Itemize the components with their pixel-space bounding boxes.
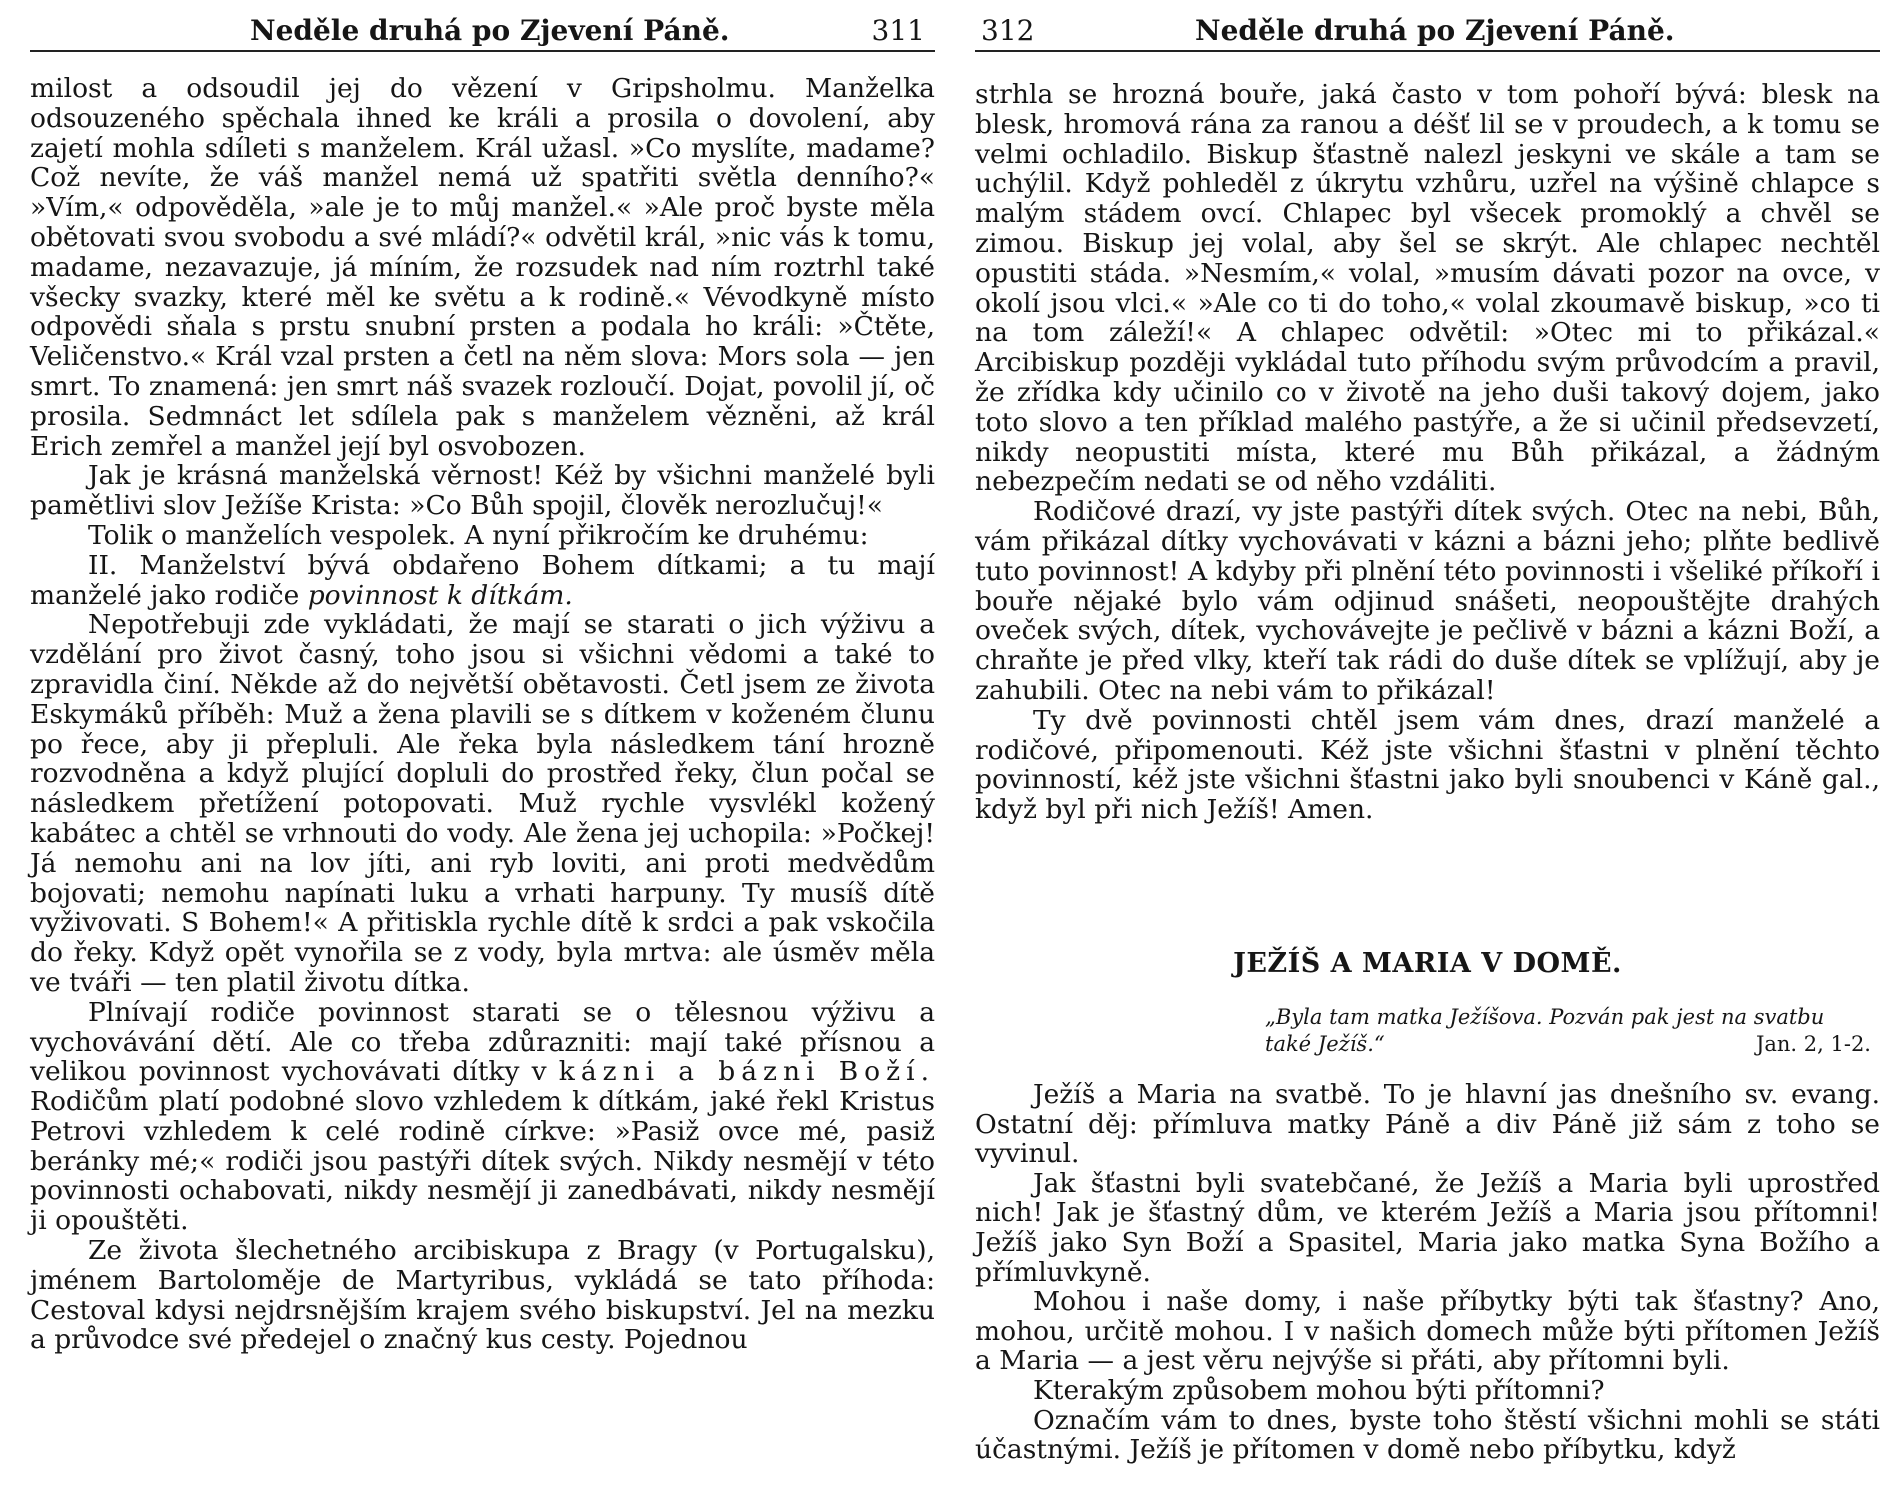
paragraph: milost a odsoudil jej do vězení v Gripsholmu. Manželka odsouzeného spěchala ihned ke králi a prosila o dovolení, aby zajetí mohla sdíleti s manželem. Král užasl. »Co myslíte, madame? Což nevíte, že váš manžel nemá už spatřiti světla denního?« »Vím,« odpověděla, »ale je to můj manžel.« »Ale proč byste měla obětovati svou svobodu a své mládí?« odvětil král, »nic vás k tomu, madame, nezavazuje, já míním, že rozsudek nad ním roztrhl také všecky svazky, které měl ke světu a k rodině.« Vévodkyně místo odpovědi sňala s prstu snubní prsten a podala ho králi: »Čtěte, Veličenstvo.« Král vzal prsten a četl na něm slova: Mors sola — jen smrt. To znamená: jen smrt náš svazek rozloučí. Dojat, povolil jí, oč prosila. Sedmnáct let sdílela pak s manželem vězněni, až král Erich zemřel a manžel její byl osvobozen. [30,73,935,462]
page-number: 312 [981,14,1035,47]
paragraph [30,998,935,1236]
epigraph-text: „Byla tam matka Ježíšova. Pozván pak jest na svatbu také Ježíš.“ [1265,1005,1825,1056]
paragraph: Ježíš a Maria na svatbě. To je hlavní jas dnešního sv. evang. Ostatní děj: přímluva matky Páně a div Páně již sám z toho se vyvinul. [975,1079,1880,1170]
paragraph: Rodičové drazí, vy jste pastýři dítek svých. Otec na nebi, Bůh, vám přikázal dítky vychovávati v kázni a bázni jeho; plňte bedlivě tuto povinnost! A kdyby při plnění této povinnosti i všeliké příkoří i bouře nějaké bylo vám odjinud snášeti, neopouštějte drahých oveček svých, dítek, vychovávejte je pečlivě v bázni a kázni Boží, a chraňte je před vlky, kteří tak rádi do duše dítek se vplížují, aby je zahubili. Otec na nebi vám to přikázal! [975,496,1880,706]
paragraph: Kterakým způsobem mohou býti přítomni? [1033,1374,1605,1406]
section-heading: JEŽÍŠ A MARIA V DOMĚ. [1233,948,1622,979]
paragraph: Jak šťastni byli svatebčané, že Ježíš a Maria byli uprostřed nich! Jak je šťastný dům, ve kterém Ježíš a Maria jsou přítomni! Ježíš jako Syn Boží a Spasitel, Maria jako matka Syna Božího a přímluvkyně. [975,1167,1880,1288]
right-body-text [975,80,1880,825]
paragraph: Mohou i naše domy, i naše příbytky býti tak šťastny? Ano, mohou, určitě mohou. I v našich domech může býti přítomen Ježíš a Maria — a jest věru nejvýše si přáti, aby přítomni byli. [975,1286,1880,1377]
running-head [975,10,1880,52]
paragraph: strhla se hrozná bouře, jaká často v tom pohoří bývá: blesk na blesk, hromová rána za ranou a déšť lil se v proudech, a k tomu se velmi ochladilo. Biskup šťastně nalezl jeskyni ve skále a tam se uchýlil. Když pohleděl z úkrytu vzhůru, uzřel na výšině chlapce s malým stádem ovcí. Chlapec byl všecek promoklý a chvěl se zimou. Biskup jej volal, aby šel se skrýt. Ale chlapec nechtěl opustiti stáda. »Nesmím,« volal, »musím dávati pozor na ovce, v okolí jsou vlci.« »Ale co ti do toho,« volal zkoumavě biskup, »co ti na tom záleží!« A chlapec odvětil: »Otec mi to přikázal.« Arcibiskup později vykládal tuto příhodu svým průvodcím a pravil, že zřídka kdy učinilo co v životě na jeho duši takový dojem, jako toto slovo a ten příklad malého pastýře, a že si učinil předsevzetí, nikdy neopustiti místa, které mu Bůh přikázal, a žádným nebezpečím nedati se od něho vzdáliti. [975,79,1880,498]
paragraph-text: II. Manželství bývá obdařeno Bohem dítkami; a tu mají manželé jako rodiče [30,549,935,611]
page-number: 311 [871,14,925,47]
header-title: Neděle druhá po Zjevení Páně. [1195,14,1675,47]
paragraph [30,551,935,611]
paragraph: Nepotřebuji zde vykládati, že mají se starati o jich výživu a vzdělání pro život časný, toho jsou si všichni vědomi a také to zpravidla činí. Někde až do největší obětavosti. Četl jsem ze života Eskymáků příběh: Muž a žena plavili se s dítkem v koženém člunu po řece, aby ji přepluli. Ale řeka byla následkem tání hrozně rozvodněna a když plující dopluli do prostřed řeky, člun počal se následkem přetížení potopovati. Muž rychle vysvlékl kožený kabátec a chtěl se vrhnouti do vody. Ale žena jej uchopila: »Počkej! Já nemohu ani na lov jíti, ani ryb loviti, ani proti medvědům bojovati; nemohu napínati luku a vrhati harpuny. Ty musíš dítě vyživovati. S Bohem!« A přitiskla rychle dítě k srdci a pak vskočila do řeky. Když opět vynořila se z vody, byla mrtva: ale úsměv měla ve tváři — ten platil životu dítka. [30,609,935,998]
header-title: Neděle druhá po Zjevení Páně. [250,14,730,47]
paragraph: Označím vám to dnes, byste toho štěstí všichni mohli se státi účastnými. Ježíš je přítomen v domě nebo příbytku, když [975,1404,1880,1466]
right-page [975,0,1880,1500]
epigraph-source: Jan. 2, 1-2. [1755,1032,1871,1056]
section-body-text [975,1080,1880,1465]
paragraph-text: Rodičům platí podobné slovo vzhledem k dítkám, jaké řekl Kristus Petrovi vzhledem k celé rodině církve: »Pasiž ovce mé, pasiž beránky mé;« rodiči jsou pastýři dítek svých. Nikdy nesmějí v této povinnosti ochabovati, nikdy nesmějí ji zanedbávati, nikdy nesmějí ji opouštěti. [30,1086,935,1237]
paragraph-text: Plnívají rodiče povinnost starati se o tělesnou výživu a vychovávání dětí. Ale co třeba zdůrazniti: mají také přísnou a velikou povinnost vychovávati dítky v [30,996,935,1088]
epigraph [1265,1004,1877,1058]
left-body-text [30,74,935,1355]
running-head [30,10,935,52]
paragraph: Ty dvě povinnosti chtěl jsem vám dnes, drazí manželé a rodičové, připomenouti. Kéž jste všichni šťastni v plnění těchto povinností, kéž jste všichni šťastni jako byli snoubenci v Káně gal., když byl při nich Ježíš! Amen. [975,704,1880,826]
spaced-phrase: kázni a bázni Boží. [558,1056,935,1088]
paragraph: Jak je krásná manželská věrnost! Kéž by všichni manželé byli pamětlivi slov Ježíše Krista: »Co Bůh spojil, člověk nerozlučuj!« [30,460,935,522]
italic-phrase: povinnost k dítkám. [307,579,573,611]
left-page [30,0,935,1500]
paragraph: Tolik o manželích vespolek. A nyní přikročím ke druhému: [88,519,869,551]
paragraph: Ze života šlechetného arcibiskupa z Bragy (v Portugalsku), jménem Bartoloměje de Martyribus, vykládá se tato příhoda: Cestoval kdysi nejdrsnějším krajem svého biskupství. Jel na mezku a průvodce své předejel o značný kus cesty. Pojednou [30,1235,935,1356]
